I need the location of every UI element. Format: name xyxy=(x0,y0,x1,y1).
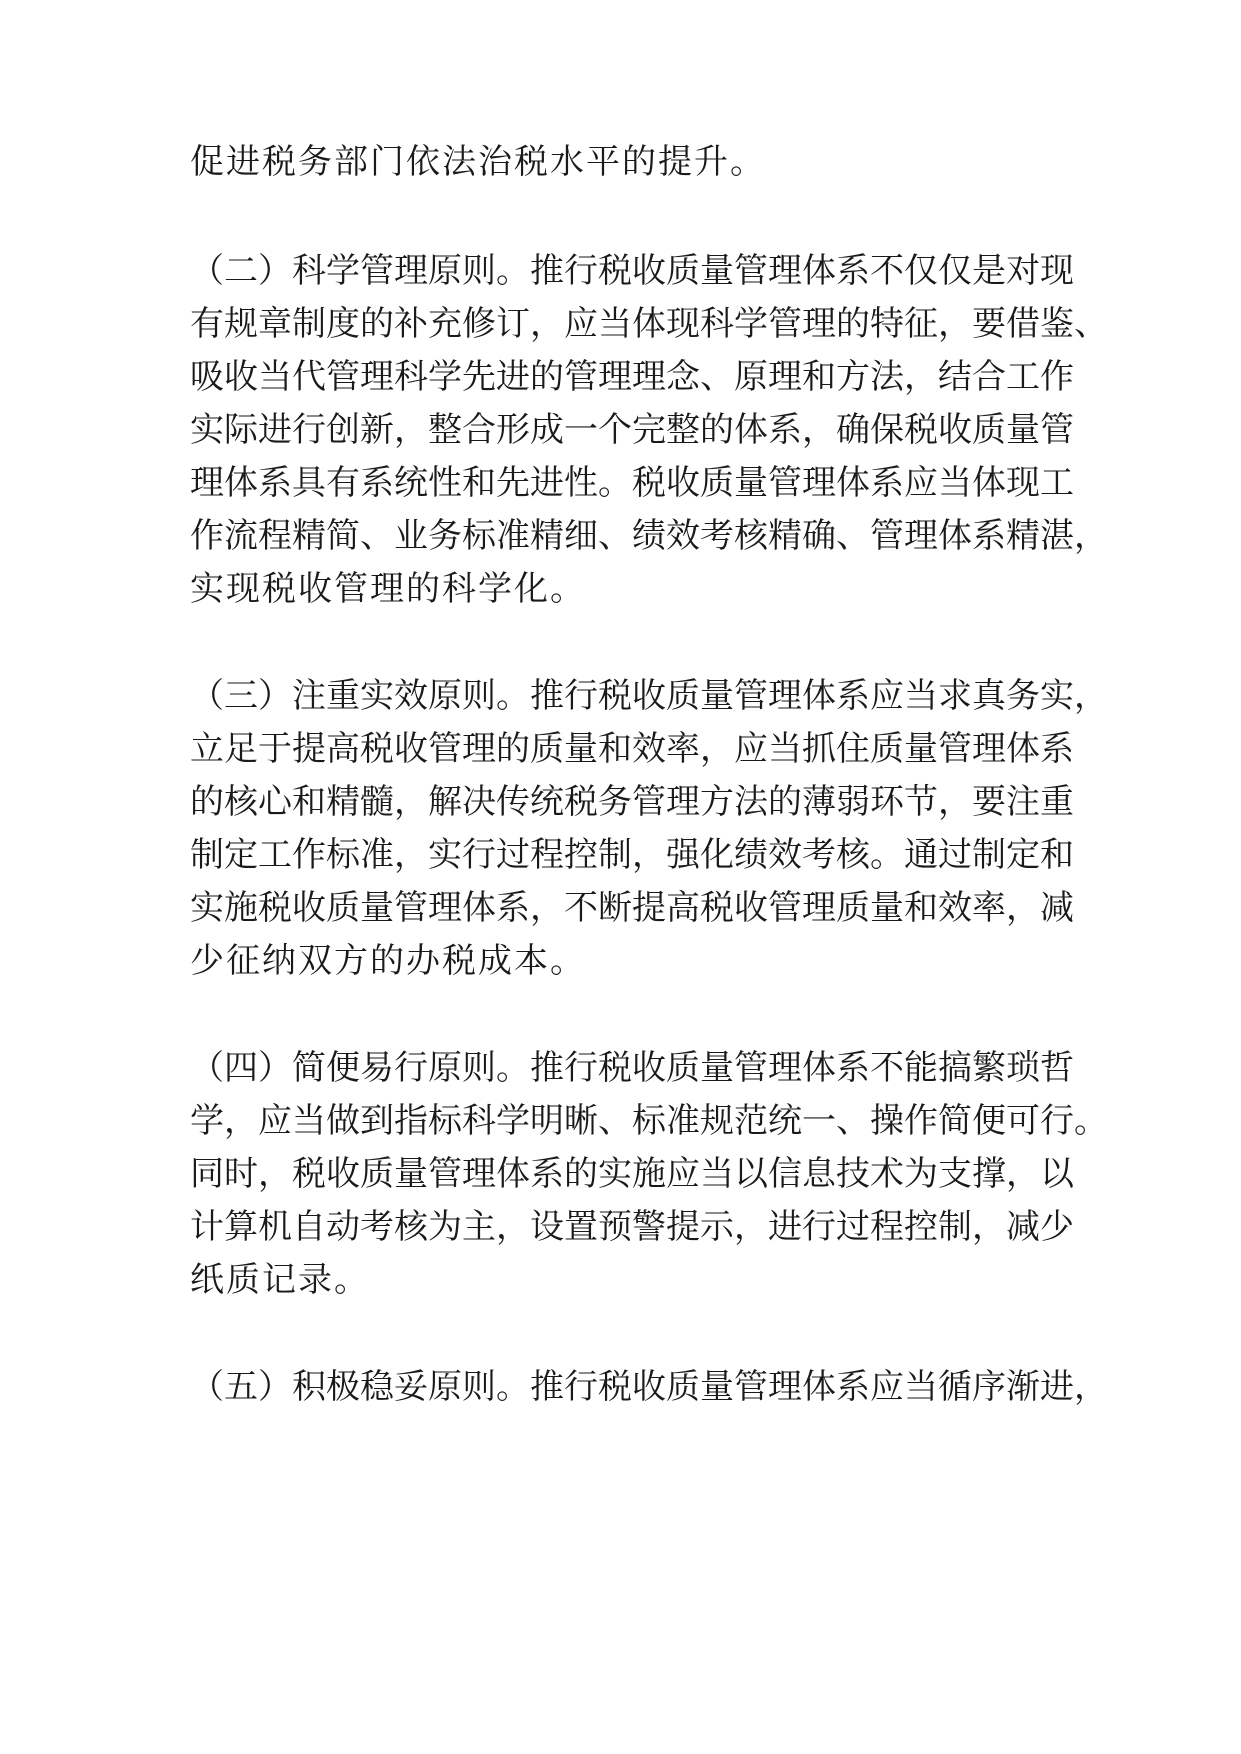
text-line: 计算机自动考核为主，设置预警提示，进行过程控制，减少 xyxy=(190,1207,1074,1247)
text-line: 理体系具有系统性和先进性。税收质量管理体系应当体现工 xyxy=(190,463,1074,503)
text-line: 吸收当代管理科学先进的管理理念、原理和方法，结合工作 xyxy=(190,357,1074,397)
text-line: 促进税务部门依法治税水平的提升。 xyxy=(190,142,766,182)
text-line: （四）简便易行原则。推行税收质量管理体系不能搞繁琐哲 xyxy=(190,1048,1074,1088)
text-line: 的核心和精髓，解决传统税务管理方法的薄弱环节，要注重 xyxy=(190,782,1074,822)
text-line: 纸质记录。 xyxy=(190,1260,370,1300)
text-line: （二）科学管理原则。推行税收质量管理体系不仅仅是对现 xyxy=(190,251,1074,291)
text-line: 制定工作标准，实行过程控制，强化绩效考核。通过制定和 xyxy=(190,835,1074,875)
text-line: 实际进行创新，整合形成一个完整的体系，确保税收质量管 xyxy=(190,410,1074,450)
text-line: 实施税收质量管理体系，不断提高税收管理质量和效率，减 xyxy=(190,888,1074,928)
text-line: 少征纳双方的办税成本。 xyxy=(190,941,586,981)
text-line: 学，应当做到指标科学明晰、标准规范统一、操作简便可行。 xyxy=(190,1101,1108,1141)
text-line: （三）注重实效原则。推行税收质量管理体系应当求真务实， xyxy=(190,676,1108,716)
text-line: （五）积极稳妥原则。推行税收质量管理体系应当循序渐进， xyxy=(190,1367,1108,1407)
text-line: 同时，税收质量管理体系的实施应当以信息技术为支撑，以 xyxy=(190,1154,1074,1194)
text-line: 实现税收管理的科学化。 xyxy=(190,569,586,609)
text-line: 立足于提高税收管理的质量和效率，应当抓住质量管理体系 xyxy=(190,729,1074,769)
text-line: 作流程精简、业务标准精细、绩效考核精确、管理体系精湛， xyxy=(190,516,1108,556)
text-line: 有规章制度的补充修订，应当体现科学管理的特征，要借鉴、 xyxy=(190,304,1108,344)
